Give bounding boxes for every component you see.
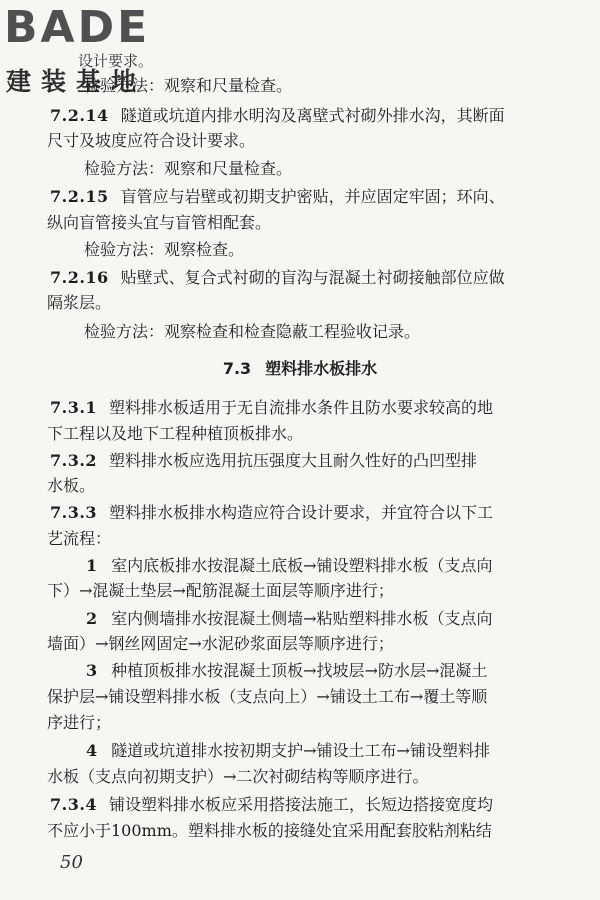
clause-text: 铺设塑料排水板应采用搭接法施工，长短边搭接宽度均 [109, 795, 494, 814]
clause-number: 7.3.2 [50, 451, 98, 470]
clause-text-continued: 艺流程： [47, 529, 112, 548]
item-number: 2 [86, 609, 98, 628]
item-text: 室内侧墙排水按混凝土侧墙→粘贴塑料排水板（支点向 [111, 609, 493, 628]
section-title: 塑料排水板排水 [265, 359, 378, 378]
clause-text-continued: 下工程以及地下工程种植顶板排水。 [47, 424, 304, 443]
section-number: 7.3 [222, 359, 252, 378]
item-text: 隧道或坑道排水按初期支护→铺设土工布→铺设塑料排 [111, 741, 490, 760]
clause-text-continued: 不应小于100mm。塑料排水板的接缝处宜采用配套胶粘剂粘结 [47, 821, 492, 840]
clause-text: 塑料排水板应选用抗压强度大且耐久性好的凸凹型排 [109, 451, 478, 470]
process-item-1 [86, 556, 600, 576]
item-text-continued: 墙面）→钢丝网固定→水泥砂浆面层等顺序进行； [47, 634, 394, 653]
inspection-method: 检验方法：观察检查和检查隐蔽工程验收记录。 [84, 322, 421, 341]
item-text-continued: 保护层→铺设塑料排水板（支点向上）→铺设土工布→覆土等顺 [47, 687, 488, 706]
inspection-method: 检验方法：观察和尺量检查。 [84, 159, 293, 178]
item-number: 3 [86, 661, 98, 680]
item-text-continued: 水板（支点向初期支护）→二次衬砌结构等顺序进行。 [47, 767, 429, 786]
item-text-continued: 下）→混凝土垫层→配筋混凝土面层等顺序进行； [47, 581, 394, 600]
clause-text-continued: 纵向盲管接头宜与盲管相配套。 [47, 213, 272, 232]
clause-number: 7.3.4 [50, 795, 98, 814]
clause-7-3-1 [50, 398, 600, 418]
logo-subtitle: 建装基地 [6, 67, 147, 96]
clause-7-2-16 [50, 268, 600, 288]
clause-7-3-2 [50, 451, 600, 471]
clause-number: 7.2.14 [50, 106, 109, 125]
clause-text-continued: 尺寸及坡度应符合设计要求。 [47, 131, 256, 150]
clause-number: 7.2.15 [50, 187, 109, 206]
fragment-design-requirement: 设计要求。 [78, 52, 154, 70]
process-item-4 [86, 741, 600, 761]
item-number: 4 [86, 741, 98, 760]
clause-number: 7.3.3 [50, 503, 98, 522]
logo-brand-text: BADE [4, 2, 151, 53]
fragment-inspection-method: 检验方法：观察和尺量检查。 [84, 76, 293, 95]
item-text-continued: 序进行； [47, 713, 112, 732]
section-heading [0, 356, 600, 379]
clause-number: 7.2.16 [50, 268, 109, 287]
clause-text: 盲管应与岩壁或初期支护密贴，并应固定牢固；环向、 [120, 187, 505, 206]
page-number: 50 [60, 852, 83, 873]
clause-text: 贴壁式、复合式衬砌的盲沟与混凝土衬砌接触部位应做 [120, 268, 505, 287]
process-item-2 [86, 609, 600, 629]
clause-7-2-14 [50, 106, 600, 126]
inspection-method: 检验方法：观察检查。 [84, 240, 245, 259]
clause-text-continued: 隔浆层。 [47, 293, 112, 312]
item-text: 种植顶板排水按混凝土顶板→找坡层→防水层→混凝土 [111, 661, 488, 680]
clause-text: 塑料排水板排水构造应符合设计要求，并宜符合以下工 [109, 503, 494, 522]
clause-7-3-4 [50, 795, 600, 815]
clause-number: 7.3.1 [50, 398, 98, 417]
item-text: 室内底板排水按混凝土底板→铺设塑料排水板（支点向 [111, 556, 493, 575]
clause-text: 塑料排水板适用于无自流排水条件且防水要求较高的地 [109, 398, 494, 417]
clause-text: 隧道或坑道内排水明沟及离壁式衬砌外排水沟，其断面 [120, 106, 505, 125]
clause-text-continued: 水板。 [47, 476, 96, 495]
clause-7-3-3 [50, 503, 600, 523]
clause-7-2-15 [50, 187, 600, 207]
item-number: 1 [86, 556, 98, 575]
process-item-3 [86, 661, 600, 681]
